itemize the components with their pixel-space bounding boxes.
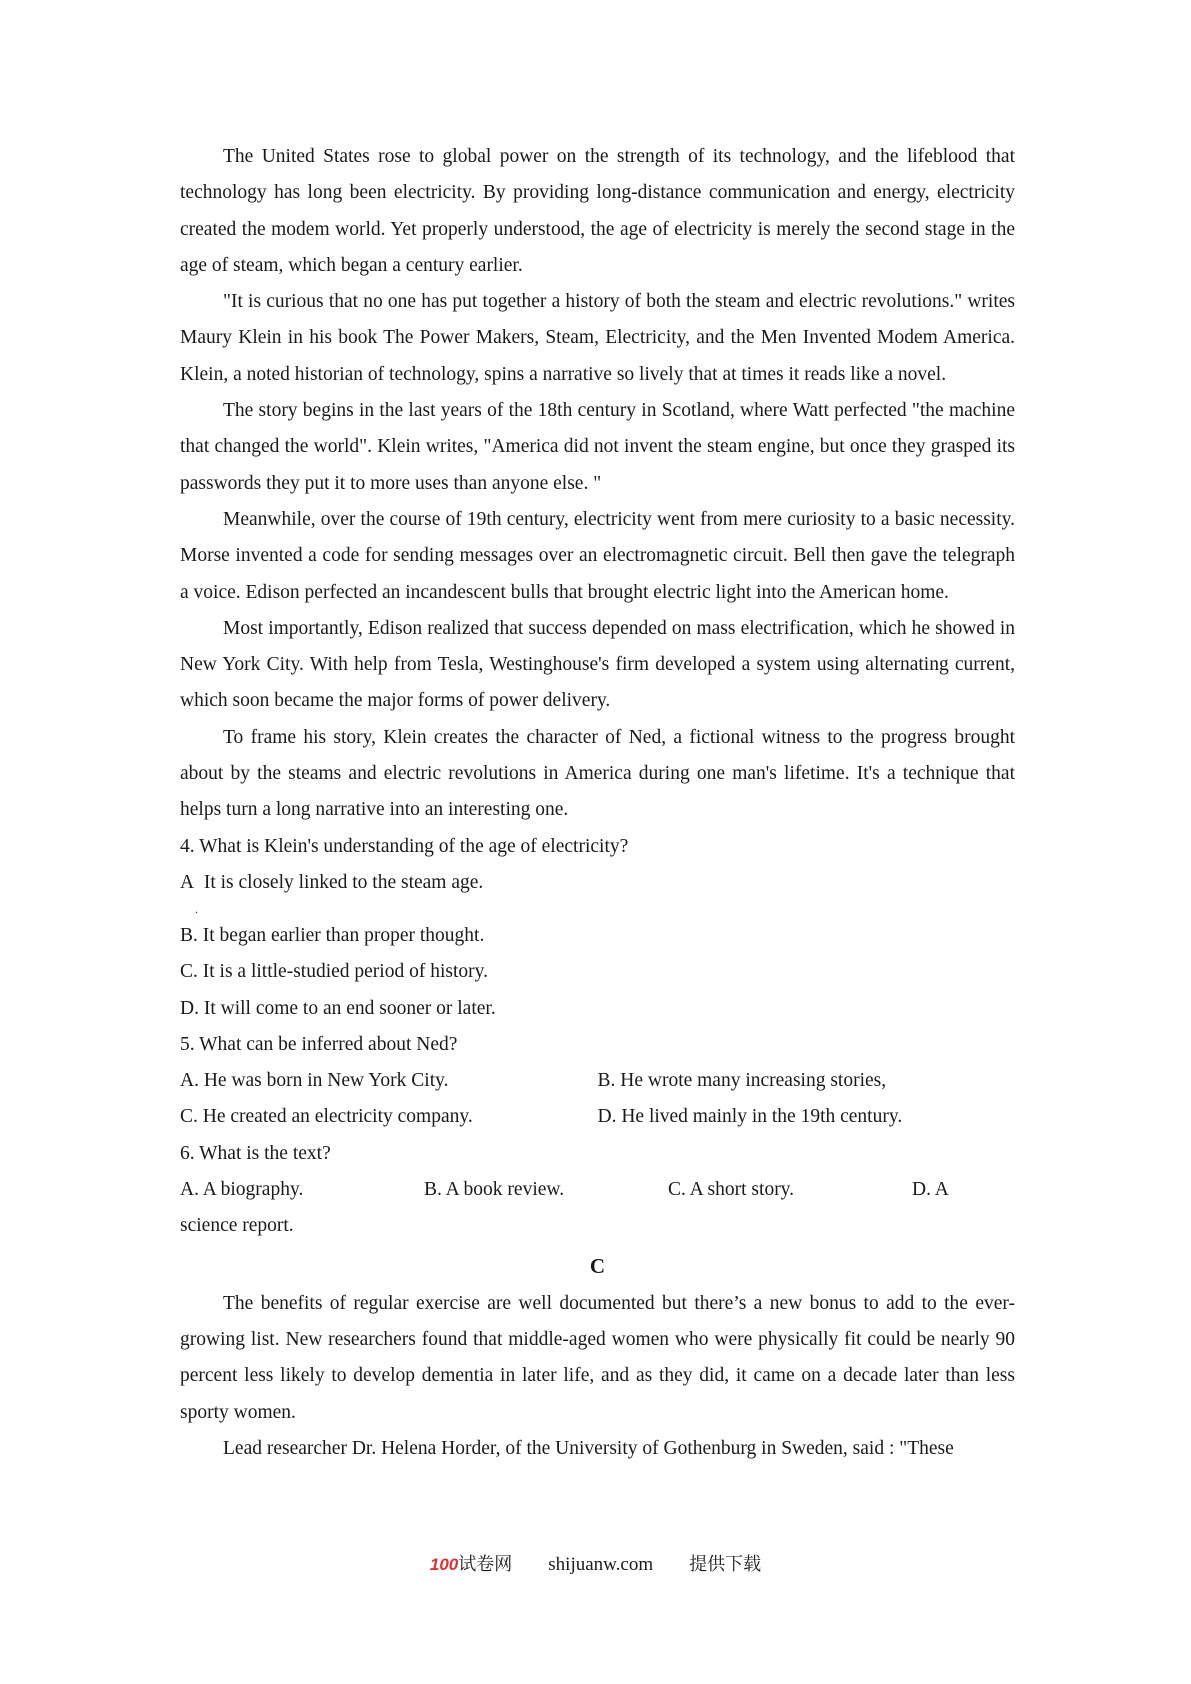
question-4-option-a — [180, 865, 1015, 918]
footer-tagline: 提供下载 — [689, 1554, 762, 1575]
question-4-stem: 4. What is Klein's understanding of the age of electricity? — [180, 835, 629, 857]
passage-paragraph-1: The United States rose to global power on the strength of its technology, and the lifeblood that technology has long been electricity. By providing long-distance communication and energy, electricity created the modem world. Yet properly understood, the age of electricity is merely the second stage in the age of steam, which began a century earlier. — [180, 146, 1015, 276]
logo-text: 试卷网 — [458, 1554, 513, 1575]
question-5-option-a: A. He was born in New York City. — [180, 1070, 449, 1092]
question-5-option-d: D. He lived mainly in the 19th century. — [597, 1106, 903, 1128]
question-4-option-d: D. It will come to an end sooner or later. — [180, 997, 496, 1019]
question-6-option-d-continued: science report. — [180, 1215, 294, 1237]
page-footer — [0, 1550, 1191, 1580]
passage-paragraph-2: "It is curious that no one has put together a history of both the steam and electric revolutions." writes Maury Klein in his book The Power Makers, Steam, Electricity, and the Men Invented Modem America. Klein, a noted historian of technology, spins a narrative so lively that at times it reads like a novel. — [180, 291, 1015, 385]
option-a-dot: . — [195, 901, 198, 916]
question-6-options — [180, 1172, 1015, 1208]
question-5-options-row-2 — [180, 1099, 1015, 1135]
question-5-option-c: C. He created an electricity company. — [180, 1106, 473, 1128]
section-heading-c: C — [589, 1253, 606, 1278]
question-4-option-b: B. It began earlier than proper thought. — [180, 924, 485, 946]
section-c-paragraph-1: The benefits of regular exercise are well documented but there’s a new bonus to add to the ever-growing list. New researchers found that middle-aged women who were physically fit could be nearly 90 percent less likely to develop dementia in later life, and as they did, it came on a decade later than less sporty women. — [180, 1292, 1015, 1423]
question-5-stem: 5. What can be inferred about Ned? — [180, 1033, 458, 1055]
site-logo — [430, 1550, 512, 1580]
question-4-option-c: C. It is a little-studied period of history. — [180, 961, 488, 983]
logo-number: 100 — [429, 1555, 459, 1574]
option-a-letter: A — [180, 871, 195, 893]
question-5-options-row-1 — [180, 1063, 1015, 1099]
footer-site-url: shijuanw.com — [548, 1554, 654, 1575]
passage-paragraph-5: Most importantly, Edison realized that success depended on mass electrification, which he showed in New York City. With help from Tesla, Westinghouse's firm developed a system using alternating current, which soon became the major forms of power delivery. — [180, 617, 1015, 712]
section-c-paragraph-2: Lead researcher Dr. Helena Horder, of the University of Gothenburg in Sweden, said : "These — [223, 1437, 954, 1459]
question-6-option-d: D. A — [912, 1179, 949, 1201]
document-page — [180, 139, 1015, 1467]
passage-paragraph-3: The story begins in the last years of the 18th century in Scotland, where Watt perfected "the machine that changed the world". Klein writes, "America did not invent the steam engine, but once they grasped its passwords they put it to more uses than anyone else. " — [180, 400, 1015, 494]
question-6-option-a: A. A biography. — [180, 1179, 304, 1201]
question-6-option-b: B. A book review. — [424, 1179, 565, 1201]
question-5-option-b: B. He wrote many increasing stories, — [597, 1070, 887, 1092]
passage-paragraph-4: Meanwhile, over the course of 19th century, electricity went from mere curiosity to a basic necessity. Morse invented a code for sending messages over an electromagnetic circuit. Bell then gave the telegraph a voice. Edison perfected an incandescent bulls that brought electric light into the American home. — [180, 508, 1015, 603]
question-6-option-c: C. A short story. — [668, 1179, 795, 1201]
option-a-text: It is closely linked to the steam age. — [203, 871, 484, 893]
passage-paragraph-6: To frame his story, Klein creates the character of Ned, a fictional witness to the progress brought about by the steams and electric revolutions in America during one man's lifetime. It's a technique that helps turn a long narrative into an interesting one. — [180, 726, 1015, 821]
question-6-stem: 6. What is the text? — [180, 1142, 331, 1164]
